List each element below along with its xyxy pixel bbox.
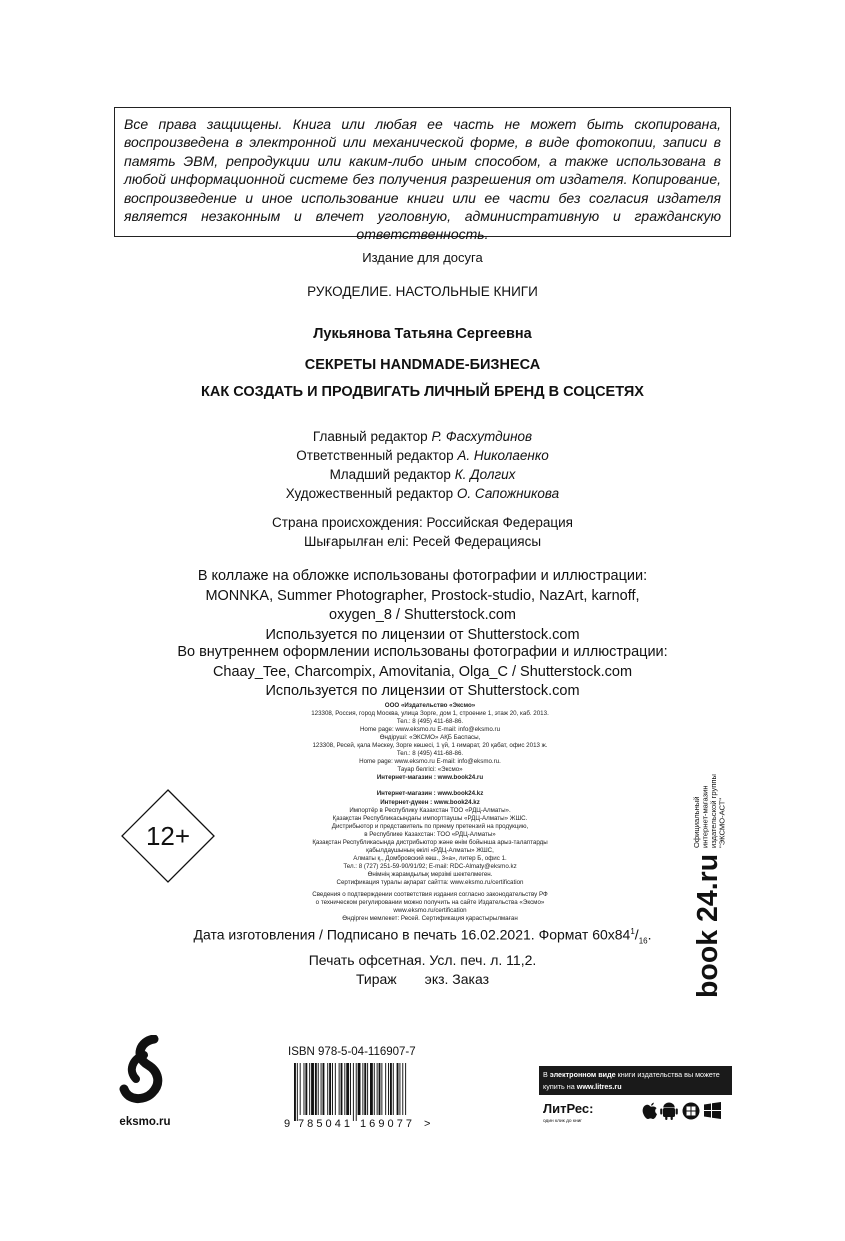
- barcode-bar: [315, 1063, 317, 1115]
- barcode-bar: [374, 1063, 375, 1115]
- age-rating-label: 12+: [145, 821, 191, 851]
- barcode-bar: [297, 1063, 298, 1121]
- editor-role: Младший редактор: [329, 467, 451, 482]
- barcode-bar: [364, 1063, 366, 1115]
- format-fraction-sep: /: [634, 926, 639, 943]
- eksmo-logo-icon: [118, 1035, 166, 1107]
- barcode-bar: [385, 1063, 386, 1115]
- imprint-line: 123308, Россия, город Москва, улица Зорге, дом 1, строение 1, этаж 20, каб. 2013.: [311, 710, 549, 718]
- imprint-line: Өнімнің жарамдылық мерзімі шектелмеген.: [367, 870, 493, 878]
- print-info: [0, 922, 845, 990]
- print-line-end: .: [647, 926, 652, 943]
- print-info-line: [0, 970, 845, 990]
- editor-name: К. Долгих: [454, 467, 516, 482]
- credit-line: oxygen_8 / Shutterstock.com: [329, 607, 516, 623]
- barcode-bar: [358, 1063, 361, 1115]
- barcode-digits-group1: 785041: [298, 1118, 350, 1130]
- litres-text-line2: купить на www.litres.ru: [543, 1082, 622, 1091]
- credit-line: Используется по лицензии от Shutterstock.com: [265, 683, 580, 699]
- imprint-line: Сертификация туралы ақпарат сайтта: www.eksmo.ru/certification: [336, 878, 524, 886]
- imprint-line: Интернет-магазин : www.book24.kz: [376, 790, 484, 798]
- barcode-bar: [390, 1063, 392, 1115]
- imprint-line: о техническом регулировании можно получить на сайте Издательства «Эксмо»: [315, 899, 545, 907]
- credit-line: В коллаже на обложке использованы фотографии и иллюстрации:: [197, 568, 648, 584]
- barcode-bar: [397, 1063, 399, 1115]
- format-fraction-den: 16: [638, 936, 648, 946]
- print-date-format: Дата изготовления / Подписано в печать 16.02.2021. Формат 60x84: [193, 926, 631, 943]
- litres-logo: ЛитРес:: [543, 1101, 594, 1116]
- imprint-line: Тауар белгісі: «Эксмо»: [397, 766, 463, 774]
- age-rating-badge: [120, 788, 216, 884]
- barcode-bar: [332, 1063, 333, 1115]
- android-icon: [660, 1103, 678, 1120]
- imprint-line: www.eksmo.ru/certification: [393, 907, 467, 915]
- imprint-line: ООО «Издательство «Эксмо»: [384, 702, 476, 709]
- barcode-bar: [379, 1063, 381, 1115]
- barcode-bar: [370, 1063, 373, 1115]
- editor-role: Главный редактор: [312, 429, 428, 444]
- editor-role: Художественный редактор: [285, 486, 454, 501]
- barcode-bar: [341, 1063, 343, 1115]
- barcode-bar: [323, 1063, 325, 1115]
- barcode-bars: [294, 1063, 406, 1121]
- imprint-line: Интернет-дүкен : www.book24.kz: [380, 798, 480, 806]
- windows-icon: [704, 1102, 721, 1119]
- eksmo-url: eksmo.ru: [119, 1116, 171, 1128]
- barcode-bar: [339, 1063, 340, 1115]
- series-name: РУКОДЕЛИЕ. НАСТОЛЬНЫЕ КНИГИ: [307, 284, 538, 299]
- editor-name: Р. Фасхутдинов: [431, 429, 533, 444]
- barcode-bar: [393, 1063, 394, 1115]
- book24-note-line: издательской группы: [709, 774, 718, 848]
- editor-line: [0, 465, 845, 484]
- barcode-bar: [300, 1063, 301, 1115]
- barcode-bar: [329, 1063, 331, 1115]
- origin-kz: Шығарылған елі: Ресей Федерациясы: [303, 534, 542, 549]
- book-subtitle: КАК СОЗДАТЬ И ПРОДВИГАТЬ ЛИЧНЫЙ БРЕНД В СОЦСЕТЯХ: [201, 384, 644, 400]
- barcode-bar: [344, 1063, 345, 1115]
- book24-official-note: [690, 748, 730, 848]
- imprint-line: Қазақстан Республикасында дистрибьютор және өнім бойынша арыз-талаптарды: [312, 838, 548, 846]
- litres-banner: [539, 1066, 732, 1127]
- imprint-line: қабылдаушының өкілі «РДЦ-Алматы» ЖШС,: [366, 846, 494, 854]
- barcode-bar: [304, 1063, 305, 1115]
- barcode-bar: [311, 1063, 314, 1115]
- imprint-line: Өндірген мемлекет: Ресей. Сертификация қарастырылмаған: [342, 915, 518, 923]
- barcode-bar: [367, 1063, 368, 1115]
- imprint-line: Тел.: 8 (727) 251-59-90/91/92; E-mail: RDC-Almaty@eksmo.kz: [343, 862, 517, 870]
- cover-credits: [0, 567, 845, 645]
- print-info-line: Печать офсетная. Усл. печ. л. 11,2.: [308, 951, 537, 968]
- imprint-spacer: [250, 782, 610, 790]
- print-order: экз. Заказ: [424, 971, 490, 988]
- imprint-line: Интернет-магазин : www.book24.ru: [376, 774, 484, 782]
- apple-icon: [643, 1103, 657, 1119]
- barcode-bar: [305, 1063, 307, 1115]
- publisher-imprint: [250, 702, 610, 923]
- barcode-bar: [362, 1063, 363, 1115]
- barcode-bar: [399, 1063, 400, 1115]
- barcode-bar: [309, 1063, 310, 1115]
- editor-role: Ответственный редактор: [296, 448, 454, 463]
- print-run: Тираж: [355, 971, 397, 988]
- imprint-line: Алматы қ., Домбровский көш., 3«а», литер Б, офис 1.: [353, 854, 507, 862]
- editors-list: [0, 427, 845, 503]
- barcode-bar: [353, 1063, 354, 1121]
- barcode-bar: [350, 1063, 351, 1115]
- barcode-end-marker: >: [424, 1118, 431, 1130]
- book-title: СЕКРЕТЫ HANDMADE-БИЗНЕСА: [304, 357, 541, 373]
- barcode-bar: [346, 1063, 349, 1115]
- imprint-line: Home page: www.eksmo.ru E-mail: info@eksmo.ru.: [359, 758, 501, 766]
- print-info-line: [0, 922, 845, 951]
- credit-line: Chaay_Tee, Charcompix, Amovitania, Olga_C / Shutterstock.com: [212, 663, 633, 680]
- imprint-line: Дистрибьютор и представитель по приему претензий на продукцию,: [331, 822, 529, 830]
- isbn: ISBN 978-5-04-116907-7: [288, 1046, 416, 1058]
- imprint-line: Импортёр в Республику Казахстан ТОО «РДЦ-Алматы».: [349, 806, 511, 814]
- editor-line: [0, 427, 845, 446]
- barcode-bar: [405, 1063, 406, 1115]
- barcode-bar: [294, 1063, 296, 1121]
- barcode-bar: [318, 1063, 319, 1115]
- barcode-bar: [327, 1063, 328, 1115]
- barcode-bar: [335, 1063, 336, 1115]
- barcode-bar: [381, 1063, 382, 1115]
- barcode-digits-group2: 169077: [360, 1118, 412, 1130]
- barcode-bar: [388, 1063, 389, 1115]
- imprint-line: в Республике Казахстан: ТОО «РДЦ-Алматы»: [364, 830, 496, 838]
- editor-name: А. Николаенко: [457, 448, 549, 463]
- imprint-line: Home page: www.eksmo.ru E-mail: info@eksmo.ru: [359, 726, 501, 734]
- copyright-notice: Все права защищены. Книга или любая ее часть не может быть скопирована, воспроизведена в электронной или механической форме, в виде фотокопии, записи в память ЭВМ, репродукции или каким-либо иным способом, а также использована в любой информационной системе без получения разрешения от издателя. Копирование, воспроизведение и иное использование книги или ее части без согласия издателя является незаконным и влечет уголовную, административную и гражданскую ответственность.: [114, 107, 731, 237]
- editor-name: О. Сапожникова: [456, 486, 560, 501]
- imprint-line: Сведения о подтверждении соответствия издания согласно законодательству РФ: [312, 891, 548, 899]
- country-of-origin: [0, 513, 845, 551]
- book24-brand: book 24.ru: [692, 853, 724, 998]
- imprint-line: Өндіруші: «ЭКСМО» АҚБ Баспасы,: [379, 734, 481, 742]
- imprint-line: Қазақстан Республикасындағы импорттаушы «РДЦ-Алматы» ЖШС.: [332, 814, 528, 822]
- credit-line: Используется по лицензии от Shutterstock.com: [265, 626, 580, 643]
- origin-ru: Страна происхождения: Российская Федерация: [272, 515, 573, 530]
- isbn-barcode: [282, 1063, 434, 1130]
- litres-slogan: один клик до книг: [543, 1119, 583, 1124]
- imprint-line: Тел.: 8 (495) 411-68-86.: [396, 750, 464, 758]
- format-fraction-num: 1: [630, 927, 635, 936]
- editor-line: [0, 484, 845, 503]
- barcode-bar: [377, 1063, 378, 1115]
- credit-line: Во внутреннем оформлении использованы фотографии и иллюстрации:: [177, 644, 668, 660]
- editor-line: [0, 446, 845, 465]
- litres-text-line1: В электронном виде книги издательства вы можете: [543, 1070, 720, 1079]
- credit-line: MONNKA, Summer Photographer, Prostock-studio, NazArt, karnoff,: [205, 587, 640, 604]
- barcode-bar: [321, 1063, 322, 1115]
- book24-note-line: Официальный: [692, 796, 701, 848]
- windows-phone-icon: [683, 1103, 700, 1120]
- barcode-bar: [402, 1063, 403, 1115]
- barcode-digit-first: 9: [284, 1118, 291, 1130]
- imprint-line: Тел.: 8 (495) 411-68-86.: [396, 718, 464, 726]
- inner-credits: [0, 643, 845, 702]
- author-name: Лукьянова Татьяна Сергеевна: [313, 326, 532, 342]
- imprint-line: 123308, Ресей, қала Мәскеу, Зорге көшесі, 1 үй, 1 ғимарат, 20 қабат, офис 2013 ж.: [312, 742, 548, 750]
- edition-type: Издание для досуга: [362, 250, 483, 265]
- book24-note-line: интернет-магазин: [700, 785, 710, 848]
- barcode-bar: [356, 1063, 357, 1121]
- book24-note-line: "ЭКСМО-АСТ": [717, 797, 727, 848]
